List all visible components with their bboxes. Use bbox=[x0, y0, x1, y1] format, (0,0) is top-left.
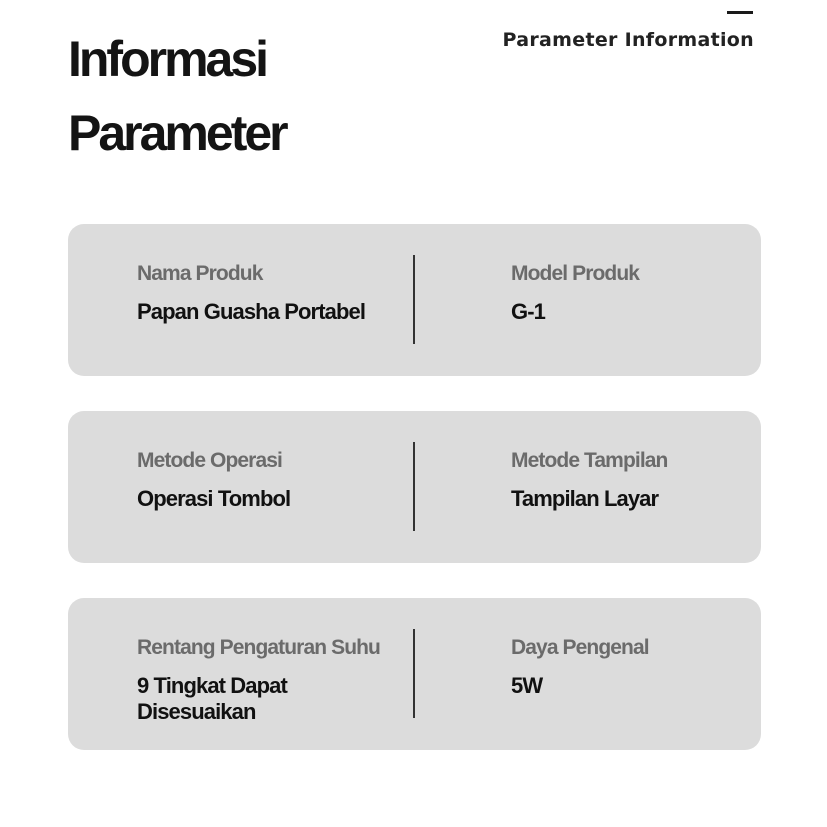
param-value: 5W bbox=[511, 673, 543, 698]
param-value: G-1 bbox=[511, 299, 545, 324]
page-title bbox=[68, 22, 286, 170]
param-rated-power bbox=[511, 634, 791, 699]
param-product-model bbox=[511, 260, 791, 325]
param-temperature-range bbox=[137, 634, 417, 725]
param-label: Nama Produk bbox=[137, 262, 263, 285]
param-operation-method bbox=[137, 447, 417, 512]
card-divider bbox=[413, 255, 415, 344]
page-title-line-2: Parameter bbox=[68, 105, 286, 161]
param-label: Rentang Pengaturan Suhu bbox=[137, 636, 380, 659]
param-label: Metode Operasi bbox=[137, 449, 282, 472]
param-value: Papan Guasha Portabel bbox=[137, 299, 366, 324]
param-value-line-2: Disesuaikan bbox=[137, 699, 256, 724]
card-divider bbox=[413, 629, 415, 718]
param-value: Operasi Tombol bbox=[137, 486, 291, 511]
corner-dash-decoration bbox=[727, 11, 753, 14]
page-subtitle: Parameter Information bbox=[502, 29, 754, 51]
param-product-name bbox=[137, 260, 417, 325]
page-title-line-1: Informasi bbox=[68, 31, 267, 87]
param-label: Model Produk bbox=[511, 262, 640, 285]
card-divider bbox=[413, 442, 415, 531]
param-value-line-1: 9 Tingkat Dapat bbox=[137, 673, 287, 698]
parameter-card-power bbox=[68, 598, 761, 750]
param-label: Daya Pengenal bbox=[511, 636, 649, 659]
param-label: Metode Tampilan bbox=[511, 449, 668, 472]
param-display-method bbox=[511, 447, 791, 512]
param-value: Tampilan Layar bbox=[511, 486, 659, 511]
parameter-card-operation bbox=[68, 411, 761, 563]
param-value bbox=[137, 673, 417, 725]
parameter-card-product bbox=[68, 224, 761, 376]
